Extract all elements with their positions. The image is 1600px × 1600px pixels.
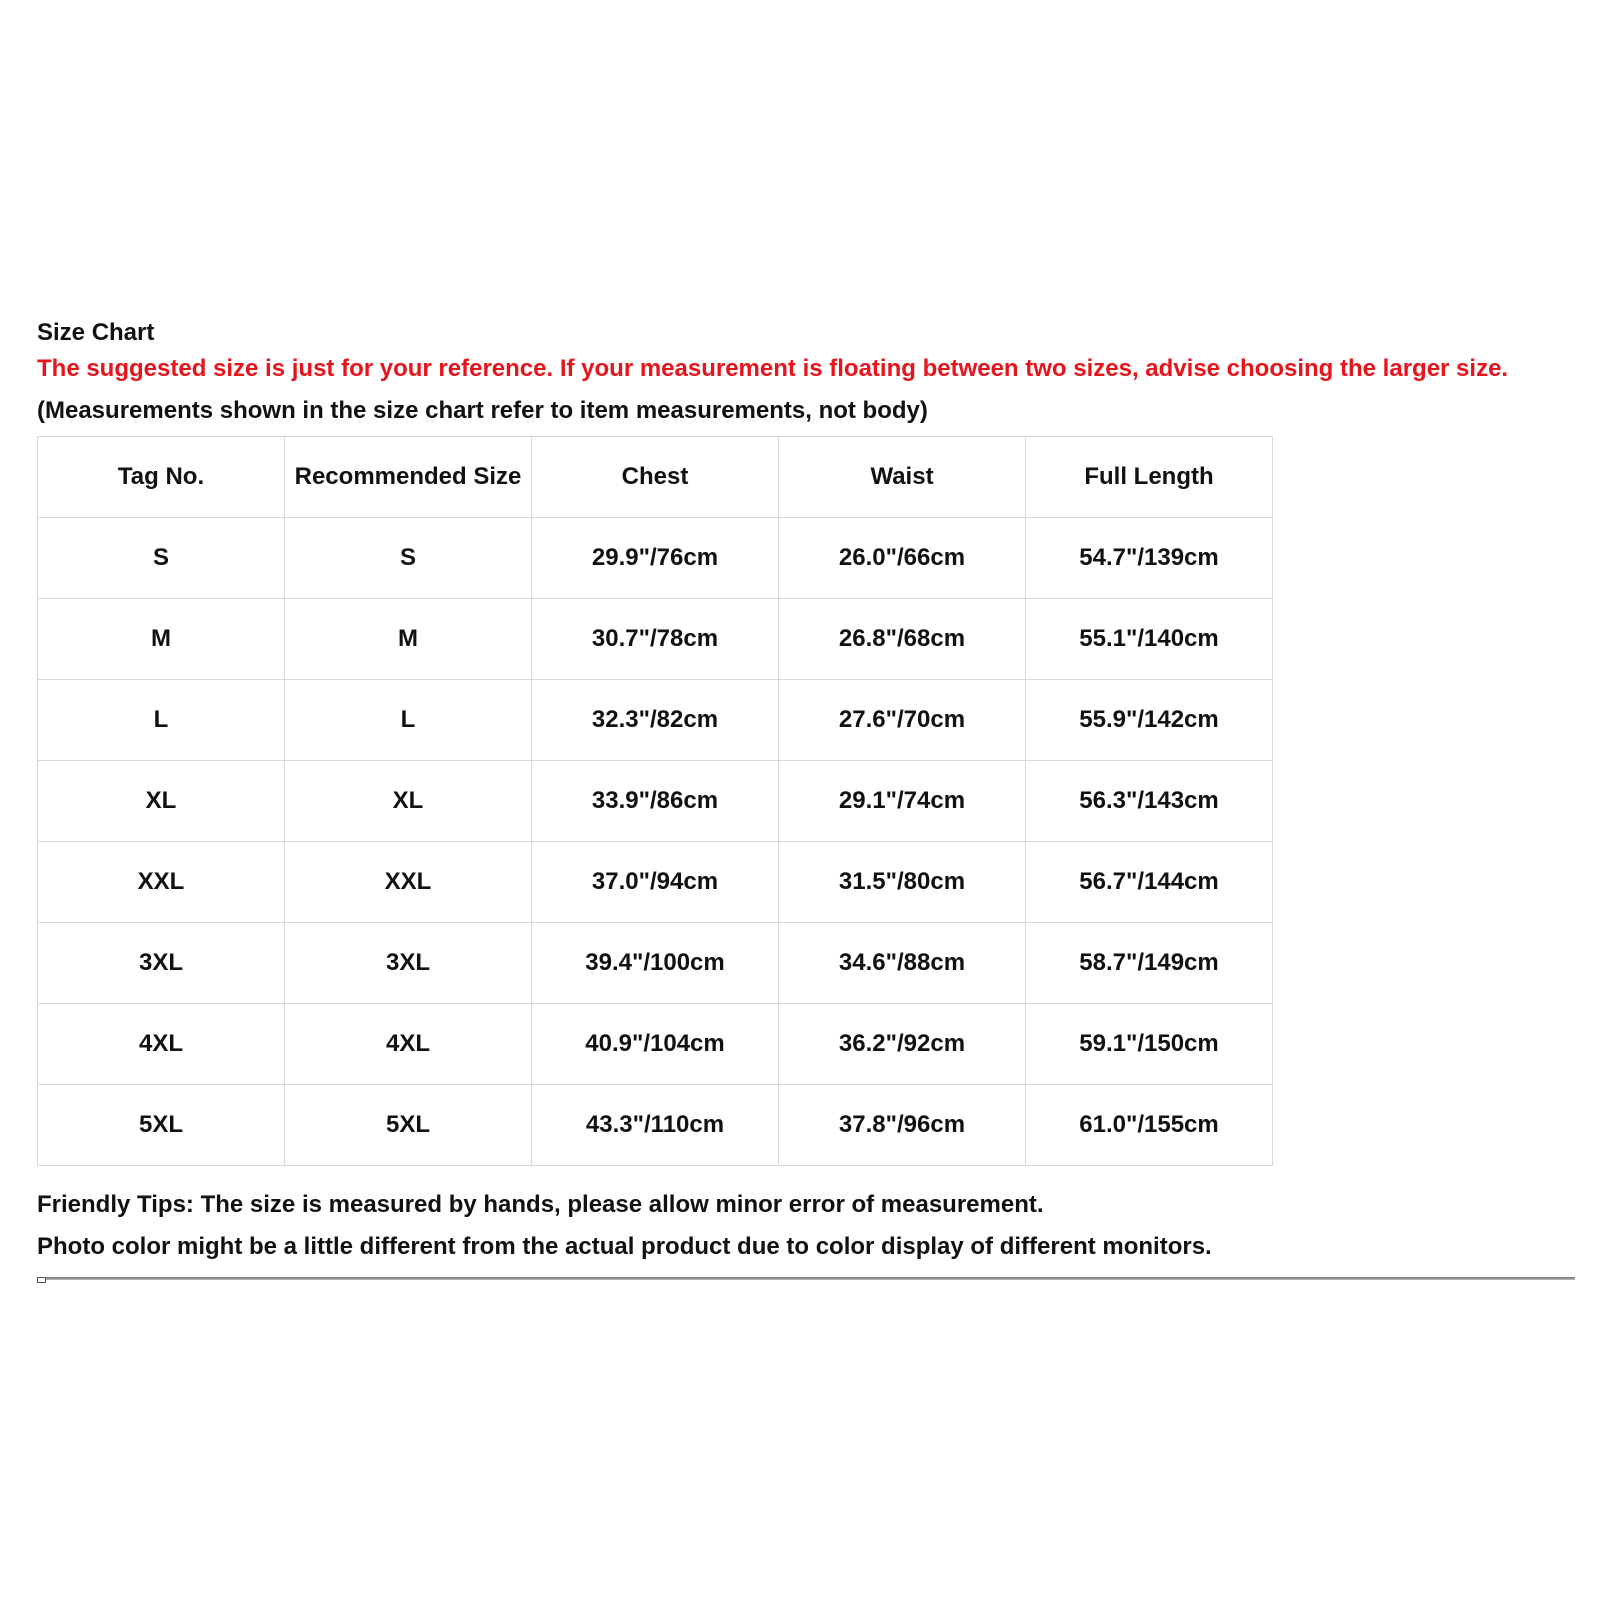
table-cell: XXL (285, 842, 532, 923)
table-cell: XXL (38, 842, 285, 923)
column-header-recommended-size: Recommended Size (285, 437, 532, 518)
table-cell: 5XL (285, 1085, 532, 1166)
table-cell: 4XL (285, 1004, 532, 1085)
table-cell: 36.2"/92cm (779, 1004, 1026, 1085)
table-cell: S (38, 518, 285, 599)
table-cell: 33.9"/86cm (532, 761, 779, 842)
table-cell: 26.0"/66cm (779, 518, 1026, 599)
table-cell: M (285, 599, 532, 680)
table-cell: 58.7"/149cm (1026, 923, 1273, 1004)
table-cell: 55.9"/142cm (1026, 680, 1273, 761)
table-cell: S (285, 518, 532, 599)
table-row (38, 518, 1273, 599)
table-cell: 3XL (38, 923, 285, 1004)
size-table (37, 436, 1273, 1166)
table-cell: L (285, 680, 532, 761)
table-cell: 27.6"/70cm (779, 680, 1026, 761)
table-cell: M (38, 599, 285, 680)
friendly-tips (37, 1184, 1577, 1268)
table-row (38, 1004, 1273, 1085)
table-header-row (38, 437, 1273, 518)
table-cell: 29.1"/74cm (779, 761, 1026, 842)
table-cell: 5XL (38, 1085, 285, 1166)
table-cell: 55.1"/140cm (1026, 599, 1273, 680)
table-cell: 43.3"/110cm (532, 1085, 779, 1166)
table-row (38, 1085, 1273, 1166)
table-cell: 37.0"/94cm (532, 842, 779, 923)
table-cell: 26.8"/68cm (779, 599, 1026, 680)
table-cell: 31.5"/80cm (779, 842, 1026, 923)
table-cell: 56.3"/143cm (1026, 761, 1273, 842)
table-cell: 3XL (285, 923, 532, 1004)
table-cell: 34.6"/88cm (779, 923, 1026, 1004)
rule-marker-icon (37, 1277, 46, 1283)
horizontal-rule (37, 1277, 1575, 1280)
table-cell: 29.9"/76cm (532, 518, 779, 599)
column-header-chest: Chest (532, 437, 779, 518)
table-row (38, 599, 1273, 680)
tip-photo-color: Photo color might be a little different from the actual product due to color display of different monitors. (37, 1233, 1212, 1260)
table-row (38, 842, 1273, 923)
table-cell: L (38, 680, 285, 761)
table-row (38, 761, 1273, 842)
table-cell: 56.7"/144cm (1026, 842, 1273, 923)
table-row (38, 923, 1273, 1004)
measurement-note: (Measurements shown in the size chart refer to item measurements, not body) (37, 397, 928, 424)
column-header-waist: Waist (779, 437, 1026, 518)
size-advice-warning: The suggested size is just for your reference. If your measurement is floating between two sizes, advise choosing the larger size. (37, 355, 1509, 382)
table-cell: 61.0"/155cm (1026, 1085, 1273, 1166)
table-row (38, 680, 1273, 761)
tip-measurement: Friendly Tips: The size is measured by hands, please allow minor error of measurement. (37, 1191, 1044, 1218)
table-cell: 39.4"/100cm (532, 923, 779, 1004)
column-header-full-length: Full Length (1026, 437, 1273, 518)
table-cell: 37.8"/96cm (779, 1085, 1026, 1166)
table-cell: 4XL (38, 1004, 285, 1085)
column-header-tag-no: Tag No. (38, 437, 285, 518)
page-title: Size Chart (37, 319, 155, 346)
table-cell: 54.7"/139cm (1026, 518, 1273, 599)
table-cell: XL (285, 761, 532, 842)
table-cell: 32.3"/82cm (532, 680, 779, 761)
table-cell: 40.9"/104cm (532, 1004, 779, 1085)
table-cell: 30.7"/78cm (532, 599, 779, 680)
size-chart-document (37, 318, 1577, 1268)
table-cell: 59.1"/150cm (1026, 1004, 1273, 1085)
table-cell: XL (38, 761, 285, 842)
